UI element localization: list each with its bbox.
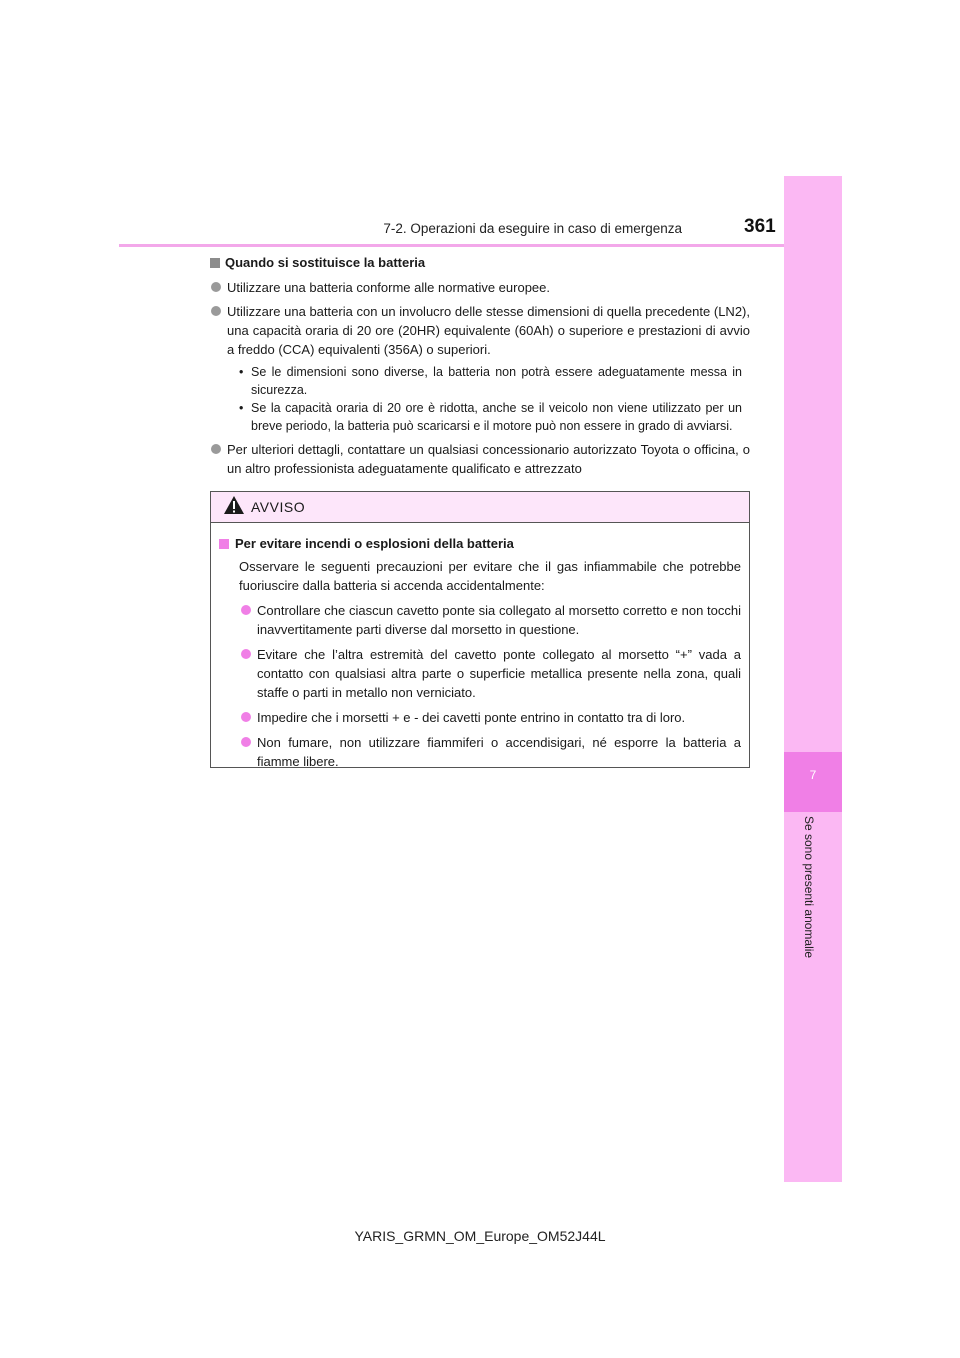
warning-heading: [219, 535, 741, 553]
warning-list-item-text: Evitare che l’altra estremità del cavetto ponte collegato al morsetto “+” vada a contatto con qualsiasi altra parte o superficie metallica presente nella zona, quali staffe o parti in metallo non verniciato.: [257, 647, 741, 700]
warning-box: [210, 491, 750, 768]
warning-list-item: [239, 601, 741, 639]
small-bullet-icon: •: [239, 401, 244, 415]
header-divider: [119, 244, 840, 247]
warning-header: [211, 492, 749, 523]
subnote-list: [210, 363, 750, 435]
circle-bullet-icon: [211, 444, 221, 454]
chapter-sidebar: [784, 176, 842, 1182]
subnote-text: Se la capacità oraria di 20 ore è ridotta, anche se il veicolo non viene utilizzato per un breve periodo, la batteria può scaricarsi e il motore può non essere in grado di avviarsi.: [251, 401, 742, 433]
subnote-text: Se le dimensioni sono diverse, la batteria non potrà essere adeguatamente messa in sicurezza.: [251, 365, 742, 397]
warning-list-item: [239, 708, 741, 727]
warning-intro: Osservare le seguenti precauzioni per evitare che il gas infiammabile che potrebbe fuoriuscire dalla batteria si accenda accidentalmente:: [239, 559, 741, 593]
warning-list-item-text: Controllare che ciascun cavetto ponte sia collegato al morsetto corretto e non tocchi inavvertitamente parti diverse dal morsetto in questione.: [257, 603, 741, 637]
warning-body: [211, 523, 749, 771]
warning-list-item-text: Impedire che i morsetti + e - dei cavetti ponte entrino in contatto tra di loro.: [257, 710, 686, 725]
warning-list-item: [239, 645, 741, 702]
document-code: YARIS_GRMN_OM_Europe_OM52J44L: [354, 1228, 606, 1244]
list-item: [210, 278, 750, 297]
warning-triangle-icon: [223, 495, 245, 520]
main-content: [210, 254, 750, 483]
circle-bullet-icon: [241, 649, 251, 659]
small-bullet-icon: •: [239, 365, 244, 379]
circle-bullet-icon: [211, 282, 221, 292]
square-bullet-icon: [210, 258, 220, 268]
chapter-label: Se sono presenti anomalie: [802, 816, 816, 959]
list-item-text: Utilizzare una batteria con un involucro delle stesse dimensioni di quella precedente (LN2), una capacità oraria di 20 ore (20HR) equivalente (60Ah) o superiore e prestazioni di avvio a freddo (CCA) equivalenti (356A) o superiori.: [227, 304, 750, 357]
subnote-item: [239, 363, 750, 399]
warning-title: AVVISO: [251, 499, 306, 515]
warning-heading-text: Per evitare incendi o esplosioni della batteria: [235, 536, 514, 551]
subnote-item: [239, 399, 750, 435]
circle-bullet-icon: [241, 605, 251, 615]
warning-list-item: [239, 733, 741, 771]
list-item: [210, 302, 750, 359]
section-heading: [210, 254, 750, 272]
chapter-number: 7: [809, 768, 817, 782]
circle-bullet-icon: [241, 737, 251, 747]
section-title: 7-2. Operazioni da eseguire in caso di emergenza: [383, 221, 682, 236]
list-item-text: Utilizzare una batteria conforme alle normative europee.: [227, 280, 551, 295]
list-item-text: Per ulteriori dettagli, contattare un qualsiasi concessionario autorizzato Toyota o officina, o un altro professionista adeguatamente qualificato e attrezzato: [227, 442, 750, 476]
square-bullet-icon: [219, 539, 229, 549]
circle-bullet-icon: [241, 712, 251, 722]
circle-bullet-icon: [211, 306, 221, 316]
section-heading-text: Quando si sostituisce la batteria: [225, 255, 426, 270]
list-item: [210, 440, 750, 478]
page-number: 361: [744, 216, 776, 237]
chapter-tab-active: [784, 752, 842, 812]
warning-list-item-text: Non fumare, non utilizzare fiammiferi o accendisigari, né esporre la batteria a fiamme libere.: [257, 735, 741, 769]
